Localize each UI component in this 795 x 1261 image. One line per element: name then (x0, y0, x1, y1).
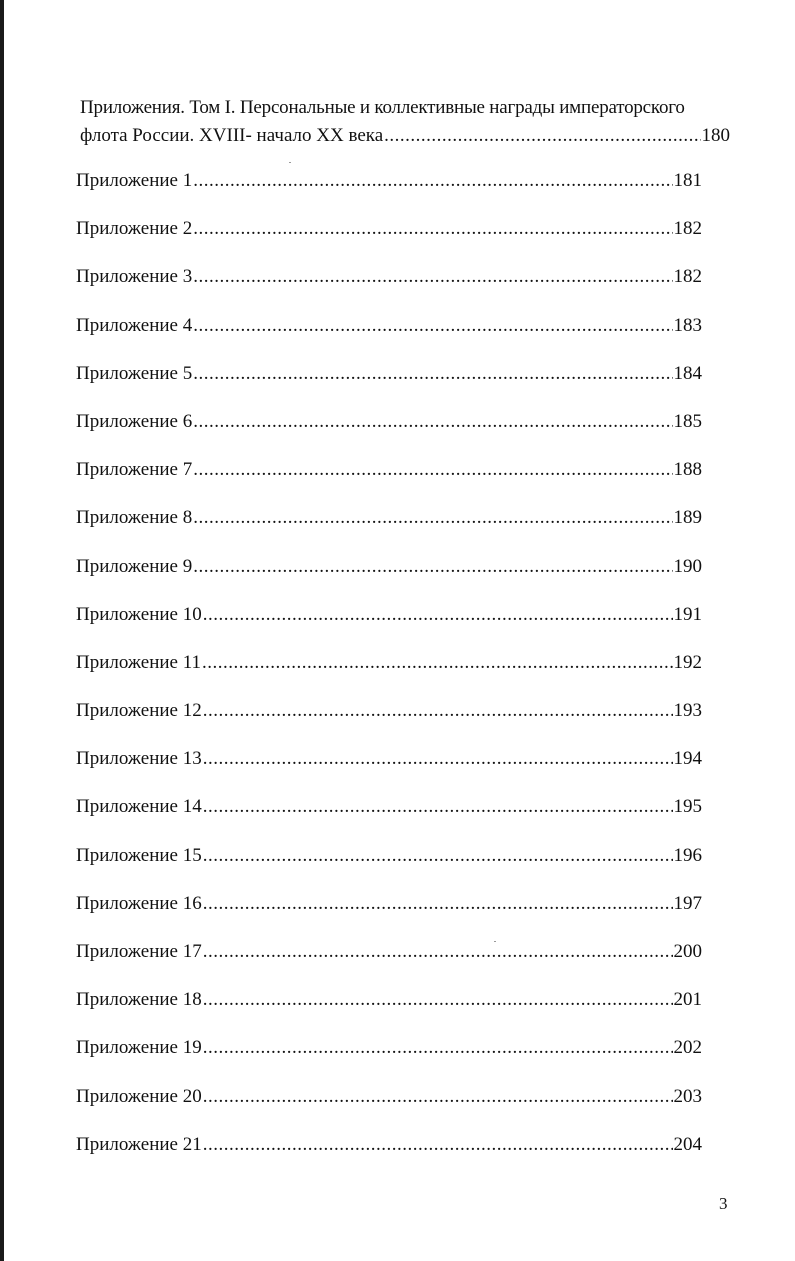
toc-entry-label: Приложение 10 (76, 603, 202, 625)
toc-entry-page: 203 (673, 1085, 702, 1107)
toc-entry (76, 746, 702, 794)
toc-entry-page: 188 (673, 459, 702, 481)
toc-entry-label: Приложение 15 (76, 844, 202, 866)
toc-entry-page: 182 (673, 266, 702, 288)
toc-entry-label: Приложение 5 (76, 362, 193, 384)
toc-entry-page: 204 (673, 1133, 702, 1155)
leader-dots (203, 1084, 673, 1110)
toc-entry (76, 264, 702, 312)
toc-intro-entry (80, 94, 730, 150)
leader-dots (203, 1035, 673, 1061)
scan-speck (494, 941, 496, 942)
toc-intro-line1: Приложения. Том I. Персональные и коллективные награды императорского (80, 97, 685, 118)
toc-entry-label: Приложение 17 (76, 941, 202, 962)
scan-border (0, 0, 4, 1261)
toc-entry-label: Приложение 7 (76, 459, 193, 481)
toc-entry-label: Приложение 2 (76, 218, 193, 240)
leader-dots (193, 216, 672, 242)
toc-entry-page: 184 (673, 362, 702, 384)
toc-entry (76, 1035, 702, 1083)
toc-entry (76, 794, 702, 842)
toc-entry-page: 183 (673, 314, 702, 336)
toc-entry-label: Приложение 13 (76, 748, 202, 770)
toc-intro-page: 180 (701, 125, 730, 146)
leader-dots (193, 505, 672, 531)
scan-speck (289, 162, 291, 163)
toc-entry (76, 505, 702, 553)
leader-dots (193, 264, 672, 290)
toc-entry-label: Приложение 16 (76, 892, 202, 914)
leader-dots (203, 891, 673, 917)
leader-dots (193, 409, 672, 435)
toc-entry (76, 939, 702, 987)
leader-dots (203, 794, 673, 820)
toc-entry-label: Приложение 18 (76, 989, 202, 1011)
leader-dots (203, 602, 673, 628)
leader-dots (193, 168, 672, 194)
leader-dots (203, 698, 673, 724)
toc-entry-page: 202 (673, 1037, 702, 1059)
toc-entry (76, 168, 702, 216)
toc-entries-list (76, 168, 702, 1180)
toc-entry-label: Приложение 4 (76, 314, 193, 336)
toc-entry-label: Приложение 14 (76, 796, 202, 818)
leader-dots (193, 313, 672, 339)
toc-entry (76, 457, 702, 505)
toc-entry (76, 216, 702, 264)
toc-entry-page: 190 (673, 555, 702, 577)
toc-entry-label: Приложение 3 (76, 266, 193, 288)
toc-entry-page: 195 (673, 796, 702, 818)
toc-entry (76, 843, 702, 891)
leader-dots (203, 1132, 673, 1158)
toc-entry-label: Приложение 12 (76, 700, 202, 722)
toc-entry-label: Приложение 11 (76, 651, 202, 673)
leader-dots (203, 843, 673, 869)
toc-entry (76, 650, 702, 698)
toc-entry-label: Приложение 21 (76, 1133, 202, 1155)
toc-entry-label: Приложение 8 (76, 507, 193, 529)
toc-entry (76, 698, 702, 746)
leader-dots (193, 457, 672, 483)
toc-entry (76, 361, 702, 409)
leader-dots (193, 554, 672, 580)
toc-entry-label: Приложение 19 (76, 1037, 202, 1059)
toc-entry-label: Приложение 9 (76, 555, 193, 577)
toc-entry-page: 191 (673, 603, 702, 625)
leader-dots (203, 987, 673, 1013)
leader-dots (384, 122, 700, 150)
toc-entry (76, 1132, 702, 1180)
page-number: 3 (719, 1194, 728, 1213)
toc-intro-label: флота России. XVIII- начало XX века (80, 125, 384, 146)
toc-entry-page: 189 (673, 507, 702, 529)
toc-entry (76, 602, 702, 650)
leader-dots (202, 650, 672, 676)
toc-entry-label: Приложение 1 (76, 170, 193, 191)
toc-entry-label: Приложение 6 (76, 410, 193, 432)
leader-dots (203, 939, 673, 965)
toc-entry (76, 554, 702, 602)
toc-entry-label: Приложение 20 (76, 1085, 202, 1107)
toc-entry (76, 409, 702, 457)
toc-entry-page: 194 (673, 748, 702, 770)
toc-entry-page: 201 (673, 989, 702, 1011)
toc-intro-line2 (80, 122, 730, 150)
leader-dots (193, 361, 672, 387)
toc-entry (76, 313, 702, 361)
toc-entry (76, 1084, 702, 1132)
toc-entry (76, 891, 702, 939)
toc-entry-page: 193 (673, 700, 702, 722)
toc-entry-page: 185 (673, 410, 702, 432)
toc-entry-page: 181 (673, 170, 702, 191)
toc-entry (76, 987, 702, 1035)
toc-entry-page: 196 (673, 844, 702, 866)
toc-entry-page: 192 (673, 651, 702, 673)
leader-dots (203, 746, 673, 772)
toc-entry-page: 200 (673, 941, 702, 962)
toc-entry-page: 182 (673, 218, 702, 240)
toc-entry-page: 197 (673, 892, 702, 914)
